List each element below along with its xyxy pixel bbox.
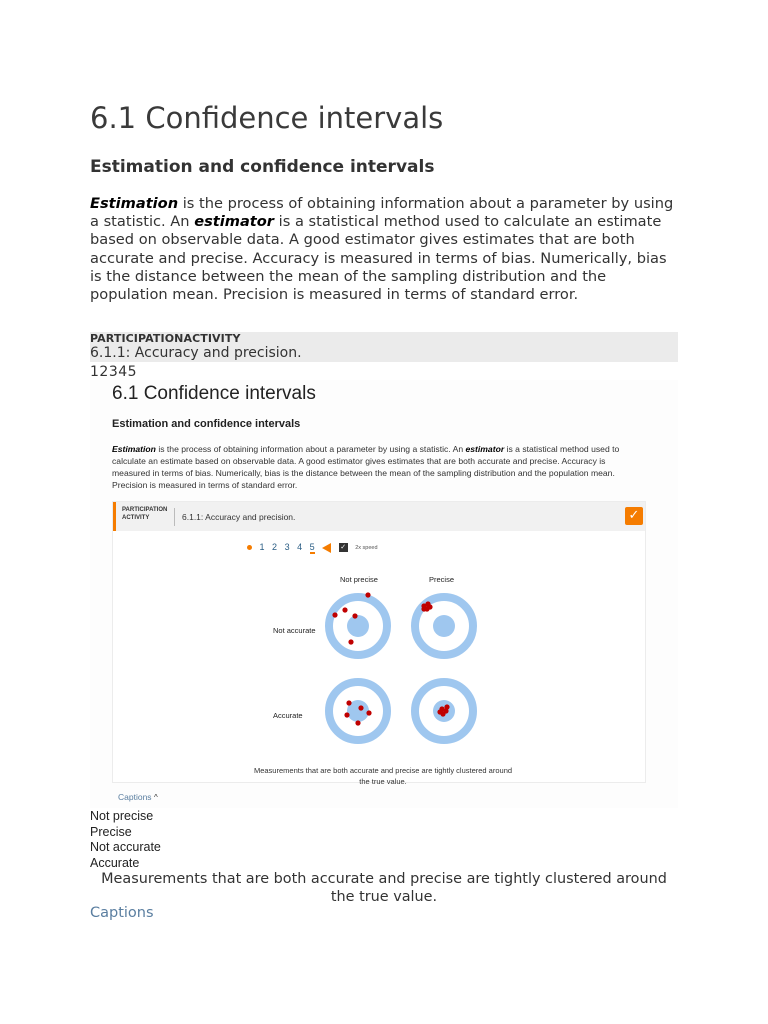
screenshot-activity-title: 6.1.1: Accuracy and precision.: [182, 512, 296, 522]
row-label-not-accurate: Not accurate: [273, 626, 316, 635]
speed-label: 2x speed: [355, 544, 378, 551]
target-not-precise-accurate: [323, 676, 393, 746]
screenshot-caption: [243, 765, 523, 787]
screenshot-caption-line-1: Measurements that are both accurate and precise are tightly clustered around: [253, 766, 513, 775]
speed-checkbox[interactable]: ✓: [340, 544, 347, 552]
activity-label: PARTICIPATIONACTIVITY: [90, 332, 241, 345]
col-label-precise: Precise: [429, 575, 455, 584]
screenshot-section-heading: Estimation and confidence intervals: [112, 418, 301, 430]
intro-paragraph: [90, 195, 680, 304]
screenshot-term-estimator: estimator: [465, 444, 505, 454]
screenshot-paragraph-text-2: is a statistical method used to calculate an estimate based on observable data. A good estimator gives estimates that are both accurate and precise. Accuracy is measured in terms of bias. Numerically, bias is the distance between the mean of the sampling distribution and the population mean. Precision is measured in terms of standard error.: [112, 444, 620, 490]
start-dot-icon[interactable]: [247, 545, 252, 550]
step-5-button[interactable]: 5: [309, 542, 315, 552]
page-title: 6.1 Confidence intervals: [90, 101, 444, 135]
step-2-button[interactable]: 2: [272, 542, 278, 552]
section-heading: Estimation and confidence intervals: [90, 157, 435, 177]
step-3-button[interactable]: 3: [284, 542, 290, 552]
chevron-up-icon: ^: [153, 793, 158, 802]
activity-card: [112, 501, 646, 786]
paragraph-text-2: is a statistical method used to calculate an estimate based on observable data. A good estimator gives estimates that are both accurate and precise. Accuracy is measured in terms of bias. Numerically, bias is the distance between the mean of the sampling distribution and the population mean. Precision is measured in terms of standard error.: [90, 213, 667, 304]
label-accurate: Accurate: [90, 855, 140, 870]
step-4-button[interactable]: 4: [297, 542, 303, 552]
label-not-precise: Not precise: [90, 809, 154, 823]
screenshot-paragraph: [112, 443, 632, 491]
label-precise: Precise: [90, 824, 132, 839]
activity-caption: Measurements that are both accurate and precise are tightly clustered around the true value.: [101, 871, 667, 905]
paragraph-text-1: is the process of obtaining information about a parameter by using a statistic. An: [90, 195, 674, 231]
screenshot-caption-line-2: the true value.: [359, 777, 407, 786]
screenshot-captions-label[interactable]: Captions: [118, 792, 152, 802]
screenshot-captions-toggle[interactable]: [118, 792, 158, 802]
step-numbers[interactable]: 12345: [90, 364, 138, 380]
screenshot-paragraph-text-1: is the process of obtaining information about a parameter by using a statistic. An: [155, 444, 466, 454]
target-precise-not-accurate: [409, 591, 479, 661]
play-back-icon[interactable]: [322, 543, 331, 553]
target-precise-accurate: [409, 676, 479, 746]
col-label-not-precise: Not precise: [340, 575, 378, 584]
activity-card-header: [113, 502, 645, 531]
row-label-accurate: Accurate: [273, 711, 303, 720]
screenshot-title: 6.1 Confidence intervals: [112, 383, 316, 404]
activity-screenshot: [90, 380, 678, 808]
header-divider: [174, 508, 175, 526]
term-estimator: estimator: [194, 213, 275, 231]
label-not-accurate: Not accurate: [90, 840, 161, 854]
label-list: [90, 809, 161, 871]
step-1-button[interactable]: 1: [259, 542, 265, 552]
target-not-precise-not-accurate: [323, 591, 393, 661]
screenshot-term-estimation: Estimation: [112, 444, 156, 454]
activity-title: 6.1.1: Accuracy and precision.: [90, 345, 302, 361]
screenshot-activity-label: PARTICIPATION ACTIVITY: [122, 507, 168, 521]
captions-link[interactable]: Captions: [90, 905, 154, 921]
completion-check-icon: ✓: [625, 507, 643, 525]
term-estimation: Estimation: [90, 195, 179, 212]
step-controls: [247, 542, 383, 554]
